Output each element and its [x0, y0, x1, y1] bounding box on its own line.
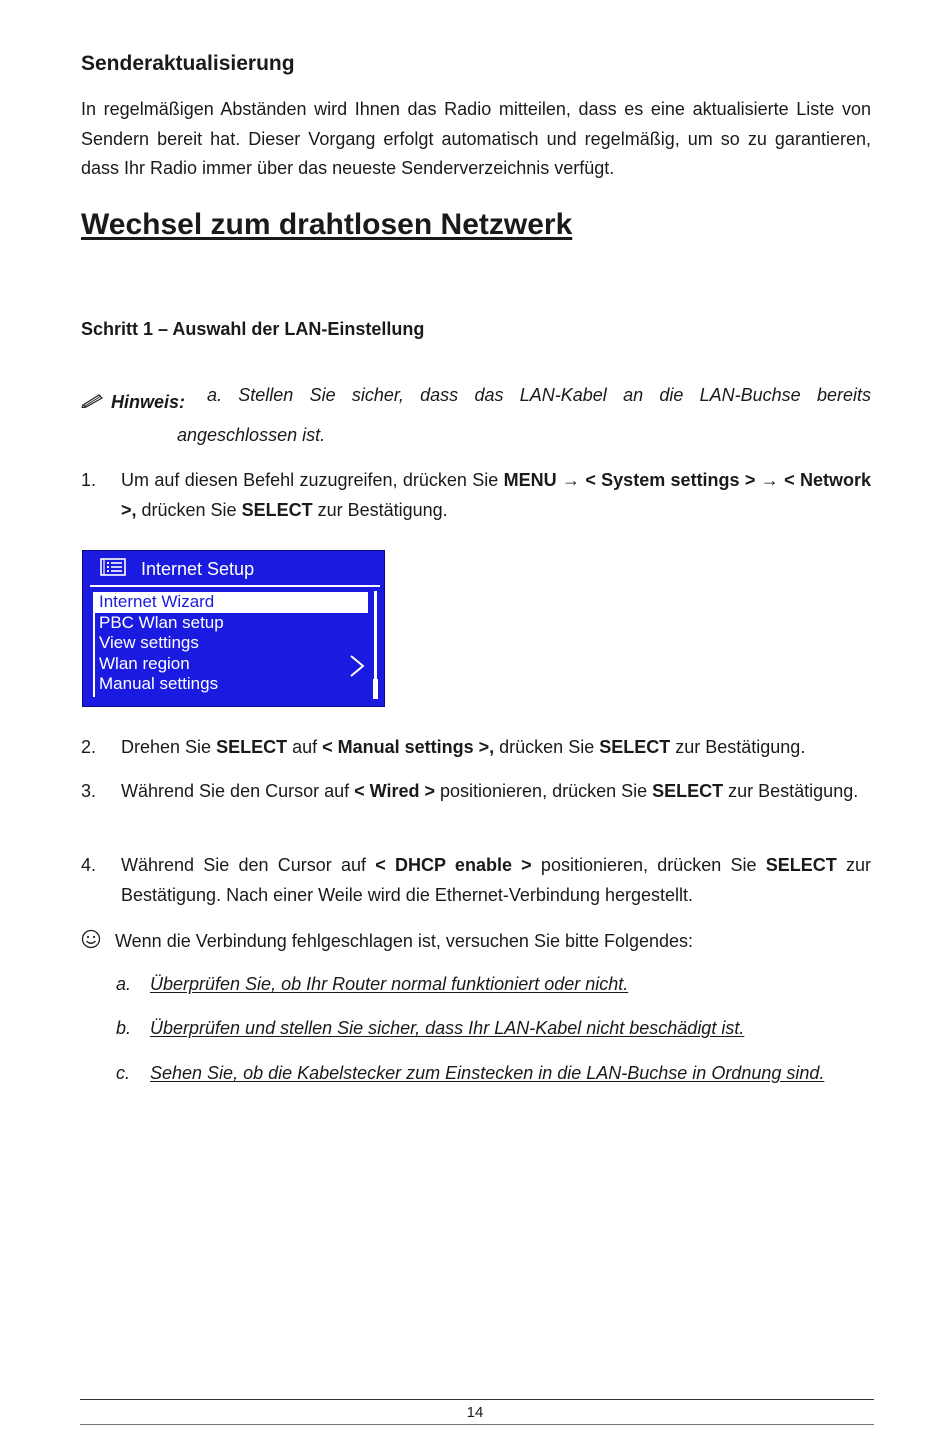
list-icon — [100, 558, 126, 576]
key-select: SELECT — [216, 737, 288, 757]
screen-menu-item-view-settings: View settings — [99, 633, 199, 652]
step-text: zur Bestätigung. — [723, 781, 859, 801]
note-label: Hinweis: — [111, 392, 186, 412]
step-2 — [81, 732, 871, 762]
tip-item-letter: c. — [116, 1063, 131, 1083]
screen-scroll-thumb — [373, 679, 378, 699]
footer-rule-bottom — [80, 1424, 874, 1425]
key-menu: MENU — [503, 470, 557, 490]
step-text: positionieren, drücken Sie — [531, 855, 766, 875]
tip-item-letter: b. — [116, 1018, 132, 1038]
screen-menu-item-wlan-region: Wlan region — [99, 653, 190, 673]
footer-rule-top — [80, 1399, 874, 1400]
chevron-right-icon — [348, 653, 366, 679]
step-text: Drehen Sie — [121, 737, 217, 757]
main-heading: Wechsel zum drahtlosen Netzwerk — [81, 208, 573, 241]
step-text: Während Sie den Cursor auf — [121, 855, 376, 875]
note-text-row — [81, 382, 185, 422]
tip-text: Wenn die Verbindung fehlgeschlagen ist, versuchen Sie bitte Folgendes: — [115, 931, 694, 951]
note-line-1: a. Stellen Sie sicher, dass das LAN-Kabel an die LAN-Buchse bereits — [207, 385, 871, 405]
step-text: positionieren, drücken Sie — [435, 781, 653, 801]
note-line-2: angeschlossen ist. — [177, 425, 326, 445]
screen-menu-item-manual-settings: Manual settings — [99, 674, 219, 693]
smiley-icon — [81, 926, 115, 956]
step-heading: Schritt 1 – Auswahl der LAN-Einstellung — [81, 319, 425, 339]
radio-screen — [82, 550, 385, 707]
key-select: SELECT — [599, 737, 671, 757]
arrow-text: → — [556, 470, 586, 490]
step-text: drücken Sie — [494, 737, 600, 757]
screen-title: Internet Setup — [141, 559, 255, 579]
tip-item-a — [116, 969, 876, 999]
tip-item-text: Überprüfen Sie, ob Ihr Router normal funktioniert oder nicht. — [150, 974, 629, 994]
step-4 — [81, 850, 871, 910]
menu-manual-settings: < Manual settings >, — [322, 737, 495, 757]
pencil-icon — [81, 382, 111, 422]
menu-wired: < Wired > — [354, 781, 435, 801]
menu-system-settings: < System settings > — [585, 470, 756, 490]
step-text: auf — [287, 737, 323, 757]
step-number: 3. — [81, 781, 97, 801]
step-1 — [81, 465, 871, 525]
step-text: zur Bestätigung. — [312, 500, 448, 520]
tip-item-b — [116, 1013, 876, 1043]
tip-block — [81, 926, 693, 956]
tip-item-text: Überprüfen und stellen Sie sicher, dass Ihr LAN-Kabel nicht beschädigt ist. — [150, 1018, 745, 1038]
screen-menu-item-pbc-wlan-setup: PBC Wlan setup — [99, 612, 224, 632]
step-text: Während Sie den Cursor auf — [121, 781, 355, 801]
step-number: 1. — [81, 470, 97, 490]
page-number: 14 — [466, 1404, 484, 1421]
step-text: zur Bestätigung. — [670, 737, 806, 757]
tip-item-letter: a. — [116, 974, 132, 994]
menu-network: < Network >, — [121, 470, 871, 520]
key-select: SELECT — [652, 781, 724, 801]
step-number: 4. — [81, 855, 97, 875]
tip-item-text: Sehen Sie, ob die Kabelstecker zum Einstecken in die LAN-Buchse in Ordnung sind. — [150, 1063, 825, 1083]
section-paragraph: In regelmäßigen Abständen wird Ihnen das Radio mitteilen, dass es eine aktualisierte Liste von Sendern bereit hat. Dieser Vorgang erfolgt automatisch und regelmäßig, um so zu garantieren, dass Ihr Radio immer über das neueste Senderverzeichnis verfügt. — [81, 99, 871, 178]
step-text: drücken Sie — [136, 500, 242, 520]
screen-divider — [90, 585, 380, 587]
key-select: SELECT — [765, 855, 837, 875]
step-number: 2. — [81, 737, 97, 757]
step-text: Um auf diesen Befehl zuzugreifen, drücken Sie — [121, 470, 504, 490]
key-select: SELECT — [241, 500, 313, 520]
step-text: zur Bestätigung. Nach einer Weile wird die Ethernet-Verbindung hergestellt. — [121, 855, 872, 905]
menu-dhcp-enable: < DHCP enable > — [375, 855, 532, 875]
screen-menu-item-internet-wizard: Internet Wizard — [93, 592, 368, 613]
arrow-text: → — [755, 470, 785, 490]
section-heading: Senderaktualisierung — [81, 52, 295, 75]
screen-menu-list — [93, 592, 368, 695]
tip-item-c — [116, 1058, 876, 1088]
step-3 — [81, 776, 871, 806]
